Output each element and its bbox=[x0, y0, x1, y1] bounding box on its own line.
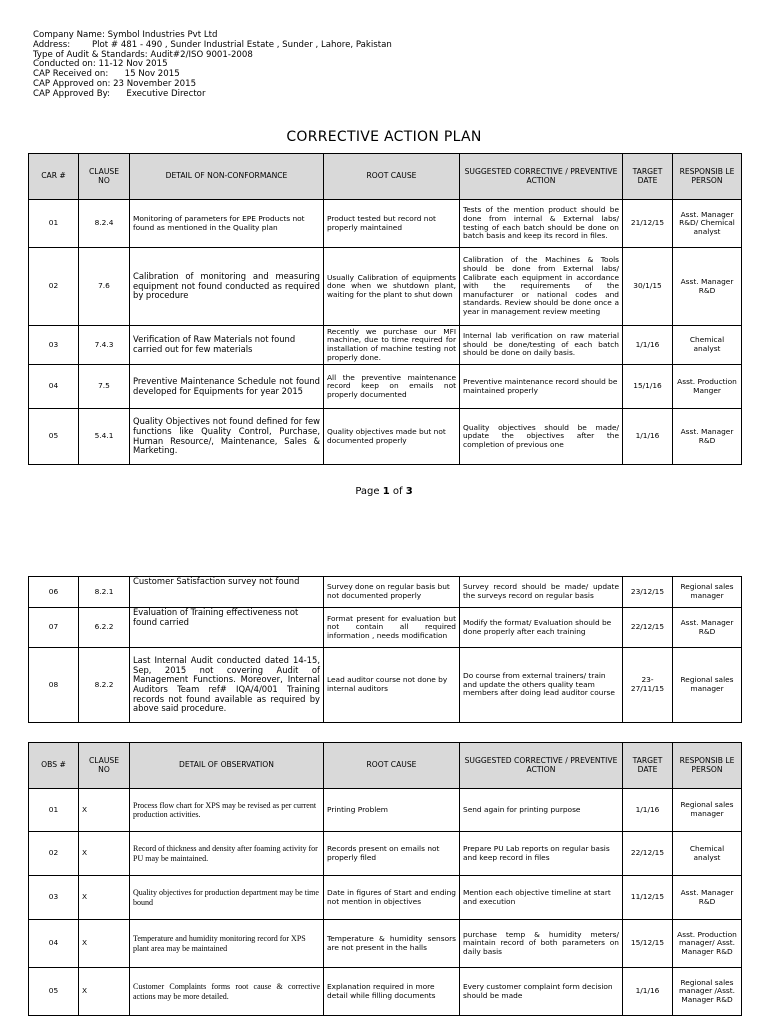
car-number: 05 bbox=[29, 409, 79, 465]
header-clause: CLAUSE NO bbox=[79, 743, 130, 789]
root-cause: Format present for evaluation but not contain all required information , needs modification bbox=[324, 608, 460, 648]
observation-detail: Temperature and humidity monitoring record for XPS plant area may be maintained bbox=[130, 920, 324, 968]
observation-detail: Customer Complaints forms root cause & corrective actions may be more detailed. bbox=[130, 968, 324, 1016]
obs-number: 03 bbox=[29, 876, 79, 920]
header-clause: CLAUSE NO bbox=[79, 154, 130, 200]
responsible-person: Asst. Production Manger bbox=[673, 365, 742, 409]
observation-detail: Quality objectives for production department may be time bound bbox=[130, 876, 324, 920]
target-date: 30/1/15 bbox=[623, 248, 673, 326]
clause-number: X bbox=[79, 832, 130, 876]
root-cause: Explanation required in more detail while filling documents bbox=[324, 968, 460, 1016]
root-cause: Lead auditor course not done by internal auditors bbox=[324, 648, 460, 723]
car-number: 03 bbox=[29, 326, 79, 365]
clause-number: 7.4.3 bbox=[79, 326, 130, 365]
target-date: 22/12/15 bbox=[623, 608, 673, 648]
clause-number: X bbox=[79, 876, 130, 920]
responsible-person: Regional sales manager bbox=[673, 577, 742, 608]
table-row bbox=[29, 832, 742, 876]
clause-number: 7.6 bbox=[79, 248, 130, 326]
company-address: Address: Plot # 481 - 490 , Sunder Industrial Estate , Sunder , Lahore, Pakistan bbox=[33, 39, 392, 50]
table-row bbox=[29, 200, 742, 248]
responsible-person: Regional sales manager /Asst. Manager R&D bbox=[673, 968, 742, 1016]
table-row bbox=[29, 968, 742, 1016]
corrective-action: Survey record should be made/ update the surveys record on regular basis bbox=[460, 577, 623, 608]
table-row bbox=[29, 409, 742, 465]
header-target-date: TARGET DATE bbox=[623, 154, 673, 200]
root-cause: Temperature & humidity sensors are not present in the halls bbox=[324, 920, 460, 968]
table-row bbox=[29, 248, 742, 326]
root-cause: All the preventive maintenance record keep on emails not properly documented bbox=[324, 365, 460, 409]
corrective-action: Internal lab verification on raw material should be done/testing of each batch should be done on daily basis. bbox=[460, 326, 623, 365]
car-number: 06 bbox=[29, 577, 79, 608]
corrective-action: Prepare PU Lab reports on regular basis and keep record in files bbox=[460, 832, 623, 876]
target-date: 1/1/16 bbox=[623, 409, 673, 465]
clause-number: 8.2.1 bbox=[79, 577, 130, 608]
clause-number: X bbox=[79, 920, 130, 968]
nonconformance-detail: Verification of Raw Materials not found carried out for few materials bbox=[130, 326, 324, 365]
car-number: 02 bbox=[29, 248, 79, 326]
table-row bbox=[29, 326, 742, 365]
target-date: 15/1/16 bbox=[623, 365, 673, 409]
obs-number: 01 bbox=[29, 789, 79, 832]
corrective-action: Preventive maintenance record should be maintained properly bbox=[460, 365, 623, 409]
table-row bbox=[29, 648, 742, 723]
target-date: 1/1/16 bbox=[623, 326, 673, 365]
header-observation: DETAIL OF OBSERVATION bbox=[130, 743, 324, 789]
target-date: 22/12/15 bbox=[623, 832, 673, 876]
corrective-action: Tests of the mention product should be done from internal & External labs/ testing of each batch should be done on batch basis and keep its record in files. bbox=[460, 200, 623, 248]
header-detail: DETAIL OF NON-CONFORMANCE bbox=[130, 154, 324, 200]
page-of: of bbox=[389, 486, 406, 497]
car-header-row bbox=[29, 154, 742, 200]
obs-number: 02 bbox=[29, 832, 79, 876]
nonconformance-detail: Monitoring of parameters for EPE Products not found as mentioned in the Quality plan bbox=[130, 200, 324, 248]
header-root-cause: ROOT CAUSE bbox=[324, 743, 460, 789]
header-target-date: TARGET DATE bbox=[623, 743, 673, 789]
root-cause: Survey done on regular basis but not documented properly bbox=[324, 577, 460, 608]
car-number: 08 bbox=[29, 648, 79, 723]
corrective-action: Mention each objective timeline at start and execution bbox=[460, 876, 623, 920]
corrective-action: Send again for printing purpose bbox=[460, 789, 623, 832]
nonconformance-detail: Evaluation of Training effectiveness not found carried bbox=[130, 608, 324, 648]
nonconformance-detail: Quality Objectives not found defined for few functions like Quality Control, Purchase, Human Resource/, Maintenance, Sales & Marketing. bbox=[130, 409, 324, 465]
table-row bbox=[29, 789, 742, 832]
header-obs-number: OBS # bbox=[29, 743, 79, 789]
header-root-cause: ROOT CAUSE bbox=[324, 154, 460, 200]
clause-number: 8.2.4 bbox=[79, 200, 130, 248]
clause-number: X bbox=[79, 968, 130, 1016]
root-cause: Date in figures of Start and ending not mention in objectives bbox=[324, 876, 460, 920]
target-date: 21/12/15 bbox=[623, 200, 673, 248]
conducted-on: Conducted on: 11-12 Nov 2015 bbox=[33, 59, 168, 70]
table-row bbox=[29, 365, 742, 409]
car-number: 01 bbox=[29, 200, 79, 248]
table-row bbox=[29, 577, 742, 608]
car-number: 07 bbox=[29, 608, 79, 648]
clause-number: 5.4.1 bbox=[79, 409, 130, 465]
responsible-person: Regional sales manager bbox=[673, 789, 742, 832]
obs-header-row bbox=[29, 743, 742, 789]
corrective-action: purchase temp & humidity meters/ maintain record of both parameters on daily basis bbox=[460, 920, 623, 968]
responsible-person: Asst. Production manager/ Asst. Manager R&D bbox=[673, 920, 742, 968]
car-table-page2 bbox=[28, 576, 742, 723]
responsible-person: Chemical analyst bbox=[673, 326, 742, 365]
car-number: 04 bbox=[29, 365, 79, 409]
observation-detail: Record of thickness and density after foaming activity for PU may be maintained. bbox=[130, 832, 324, 876]
observation-detail: Process flow chart for XPS may be revised as per current production activities. bbox=[130, 789, 324, 832]
clause-number: 6.2.2 bbox=[79, 608, 130, 648]
target-date: 11/12/15 bbox=[623, 876, 673, 920]
root-cause: Usually Calibration of equipments done when we shutdown plant, waiting for the plant to shut down bbox=[324, 248, 460, 326]
cap-received-on: CAP Received on: 15 Nov 2015 bbox=[33, 69, 180, 80]
company-name: Company Name: Symbol Industries Pvt Ltd bbox=[33, 30, 218, 40]
responsible-person: Chemical analyst bbox=[673, 832, 742, 876]
target-date: 1/1/16 bbox=[623, 968, 673, 1016]
responsible-person: Asst. Manager R&D bbox=[673, 248, 742, 326]
corrective-action: Every customer complaint form decision should be made bbox=[460, 968, 623, 1016]
cap-approved-on: CAP Approved on: 23 November 2015 bbox=[33, 78, 197, 89]
target-date: 23/12/15 bbox=[623, 577, 673, 608]
header-responsible: RESPONSIB LE PERSON bbox=[673, 743, 742, 789]
header-action: SUGGESTED CORRECTIVE / PREVENTIVE ACTION bbox=[460, 154, 623, 200]
target-date: 23-27/11/15 bbox=[623, 648, 673, 723]
root-cause: Product tested but record not properly maintained bbox=[324, 200, 460, 248]
target-date: 15/12/15 bbox=[623, 920, 673, 968]
table-row bbox=[29, 920, 742, 968]
obs-number: 04 bbox=[29, 920, 79, 968]
obs-number: 05 bbox=[29, 968, 79, 1016]
cap-approved-by: CAP Approved By: Executive Director bbox=[33, 88, 206, 99]
root-cause: Recently we purchase our MFI machine, due to time required for installation of machine testing not properly done. bbox=[324, 326, 460, 365]
corrective-action: Quality objectives should be made/ update the objectives after the completion of previous one bbox=[460, 409, 623, 465]
header-responsible: RESPONSIB LE PERSON bbox=[673, 154, 742, 200]
clause-number: 8.2.2 bbox=[79, 648, 130, 723]
nonconformance-detail: Last Internal Audit conducted dated 14-15, Sep, 2015 not covering Audit of Management Functions. Moreover, Internal Auditors Team ref# IQA/4/001 Training records not found available as required by above said procedure. bbox=[130, 648, 324, 723]
document-header bbox=[33, 31, 392, 100]
nonconformance-detail: Customer Satisfaction survey not found bbox=[130, 577, 324, 608]
nonconformance-detail: Preventive Maintenance Schedule not found developed for Equipments for year 2015 bbox=[130, 365, 324, 409]
target-date: 1/1/16 bbox=[623, 789, 673, 832]
table-row bbox=[29, 876, 742, 920]
nonconformance-detail: Calibration of monitoring and measuring equipment not found conducted as required by procedure bbox=[130, 248, 324, 326]
page-current: 1 bbox=[382, 486, 390, 497]
responsible-person: Asst. Manager R&D bbox=[673, 409, 742, 465]
page-total: 3 bbox=[405, 486, 413, 497]
root-cause: Records present on emails not properly filed bbox=[324, 832, 460, 876]
audit-type: Type of Audit & Standards: Audit#2/ISO 9001-2008 bbox=[33, 49, 253, 60]
page-prefix: Page bbox=[355, 486, 383, 497]
root-cause: Printing Problem bbox=[324, 789, 460, 832]
responsible-person: Regional sales manager bbox=[673, 648, 742, 723]
header-action: SUGGESTED CORRECTIVE / PREVENTIVE ACTION bbox=[460, 743, 623, 789]
corrective-action: Modify the format/ Evaluation should be done properly after each training bbox=[460, 608, 623, 648]
car-table-page1 bbox=[28, 153, 742, 465]
page-number bbox=[0, 486, 768, 497]
responsible-person: Asst. Manager R&D bbox=[673, 876, 742, 920]
responsible-person: Asst. Manager R&D bbox=[673, 608, 742, 648]
clause-number: 7.5 bbox=[79, 365, 130, 409]
observation-table bbox=[28, 742, 742, 1016]
responsible-person: Asst. Manager R&D/ Chemical analyst bbox=[673, 200, 742, 248]
corrective-action: Do course from external trainers/ train and update the others quality team members after doing lead auditor course bbox=[460, 648, 623, 723]
page-title: CORRECTIVE ACTION PLAN bbox=[286, 129, 482, 145]
root-cause: Quality objectives made but not documented properly bbox=[324, 409, 460, 465]
header-car-number: CAR # bbox=[29, 154, 79, 200]
corrective-action: Calibration of the Machines & Tools should be done from External labs/ Calibrate each equipment in accordance with the requirements of the manufacturer or national codes and standards. Review should be done once a year in management review meeting bbox=[460, 248, 623, 326]
table-row bbox=[29, 608, 742, 648]
clause-number: X bbox=[79, 789, 130, 832]
